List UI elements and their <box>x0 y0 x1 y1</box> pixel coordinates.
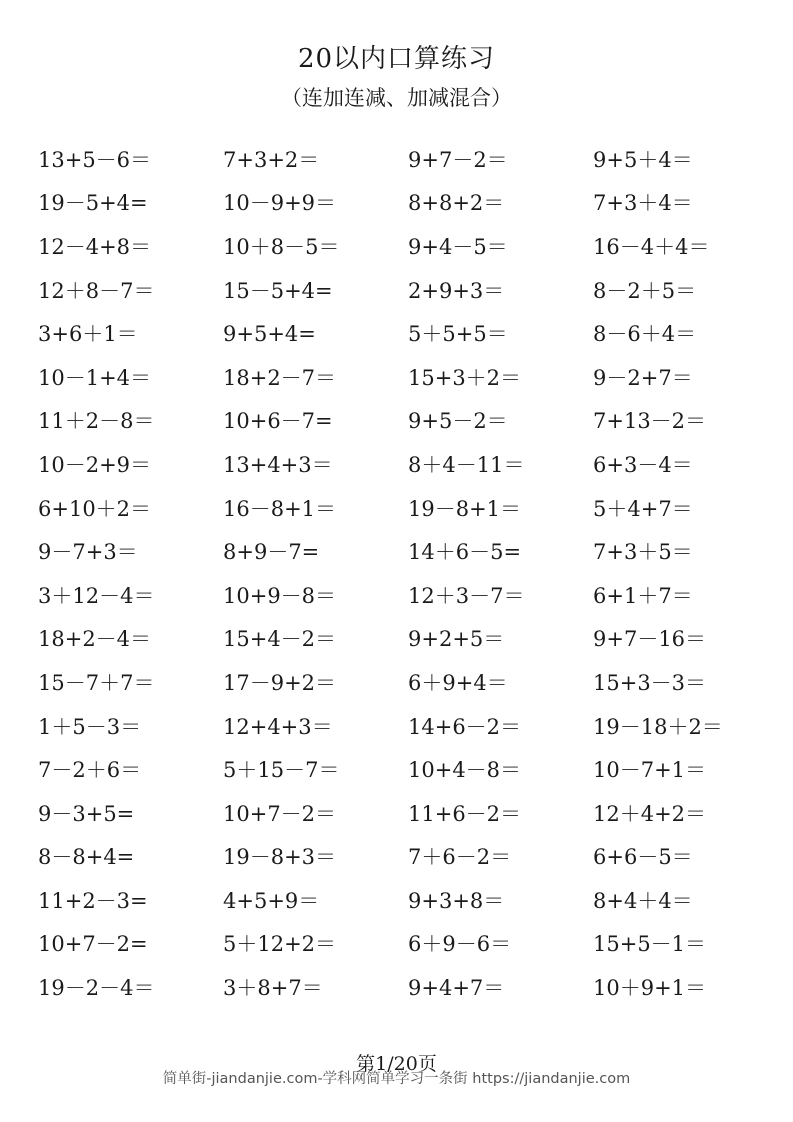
page-title: 20以内口算练习 <box>297 44 496 74</box>
problem-item: 18+2－7＝ <box>223 365 337 390</box>
problem-item: 11+6－2＝ <box>408 801 522 826</box>
problem-item: 15+5－1＝ <box>593 932 707 957</box>
problem-item: 9+3+8＝ <box>408 888 505 913</box>
problem-item: 1＋5－3＝ <box>38 714 142 739</box>
problem-item: 6＋9+4＝ <box>408 670 508 695</box>
problem-item: 10－2+9＝ <box>38 452 152 477</box>
problem-item: 9+5＋4＝ <box>593 147 693 172</box>
problem-item: 6+3－4＝ <box>593 452 693 477</box>
problem-item: 8+4＋4＝ <box>593 888 693 913</box>
problem-item: 12+4+3＝ <box>223 714 333 739</box>
problem-item: 6+6－5＝ <box>593 845 693 870</box>
problem-item: 5＋4+7＝ <box>593 496 693 521</box>
problem-item: 10+9－8＝ <box>223 583 337 608</box>
problem-row <box>38 182 778 226</box>
problem-item: 9+4+7＝ <box>408 976 505 1001</box>
problem-item: 9－7+3＝ <box>38 540 138 565</box>
problem-item: 7+13－2＝ <box>593 409 707 434</box>
problem-item: 7－2＋6＝ <box>38 758 142 783</box>
problem-item: 8－2＋5＝ <box>593 278 697 303</box>
problem-item: 9+7－16＝ <box>593 627 707 652</box>
problem-item: 6+10＋2＝ <box>38 496 152 521</box>
problem-item: 9－2+7＝ <box>593 365 693 390</box>
problem-row <box>38 269 778 313</box>
problem-item: 9+4－5＝ <box>408 234 508 259</box>
problem-item: 3+6＋1＝ <box>38 322 138 347</box>
problem-item: 16－4＋4＝ <box>593 234 710 259</box>
problem-item: 19－2－4＝ <box>38 976 155 1001</box>
problem-item: 10－7+1＝ <box>593 758 707 783</box>
problem-row <box>38 225 778 269</box>
page-subtitle: （连加连减、加减混合） <box>281 86 512 110</box>
problem-row <box>38 487 778 531</box>
problem-item: 15+3－3＝ <box>593 670 707 695</box>
problem-item: 10+6－7= <box>223 409 333 434</box>
problem-row <box>38 618 778 662</box>
problem-row <box>38 530 778 574</box>
problem-item: 5＋12+2＝ <box>223 932 337 957</box>
problem-item: 19－8+1＝ <box>408 496 522 521</box>
problem-item: 13+4+3＝ <box>223 452 333 477</box>
problem-item: 11+2－3= <box>38 888 148 913</box>
problem-item: 9+2+5＝ <box>408 627 505 652</box>
problem-item: 19－18＋2＝ <box>593 714 723 739</box>
problem-row <box>38 312 778 356</box>
problem-item: 10+7－2= <box>38 932 148 957</box>
problem-row <box>38 879 778 923</box>
problem-row <box>38 443 778 487</box>
problem-item: 12＋3－7＝ <box>408 583 525 608</box>
problem-item: 4+5+9＝ <box>223 888 320 913</box>
problem-item: 9+5－2＝ <box>408 409 508 434</box>
problem-item: 15+4－2＝ <box>223 627 337 652</box>
problem-item: 11＋2－8＝ <box>38 409 155 434</box>
problem-row <box>38 400 778 444</box>
problem-row <box>38 966 778 1010</box>
problem-item: 8+8+2＝ <box>408 191 505 216</box>
problem-item: 8－6＋4＝ <box>593 322 697 347</box>
problem-item: 6+1＋7＝ <box>593 583 693 608</box>
problem-item: 10＋9+1＝ <box>593 976 707 1001</box>
problem-item: 9+5+4= <box>223 322 316 347</box>
problem-item: 17－9+2＝ <box>223 670 337 695</box>
problem-item: 10－1+4＝ <box>38 365 152 390</box>
problem-item: 7+3+2＝ <box>223 147 320 172</box>
problem-item: 7+3＋4＝ <box>593 191 693 216</box>
problem-item: 5＋5+5＝ <box>408 322 508 347</box>
problem-item: 12＋4+2＝ <box>593 801 707 826</box>
problem-item: 10+7－2＝ <box>223 801 337 826</box>
problem-item: 9－3+5= <box>38 801 135 826</box>
problem-item: 7+3＋5＝ <box>593 540 693 565</box>
problem-row <box>38 138 778 182</box>
problem-row <box>38 923 778 967</box>
problem-grid <box>38 138 778 1010</box>
problem-item: 12－4+8＝ <box>38 234 152 259</box>
problem-item: 3＋8+7＝ <box>223 976 323 1001</box>
problem-item: 10+4－8＝ <box>408 758 522 783</box>
problem-item: 15－5+4= <box>223 278 333 303</box>
problem-item: 8+9－7= <box>223 540 320 565</box>
problem-row <box>38 836 778 880</box>
problem-item: 16－8+1＝ <box>223 496 337 521</box>
problem-item: 19－5+4= <box>38 191 148 216</box>
problem-item: 10＋8－5＝ <box>223 234 340 259</box>
watermark-text: 简单街-jiandanjie.com-学科网简单学习一条街 https://jiandanjie.com <box>162 1071 631 1087</box>
problem-item: 19－8+3＝ <box>223 845 337 870</box>
problem-item: 2+9+3＝ <box>408 278 505 303</box>
problem-item: 7＋6－2＝ <box>408 845 512 870</box>
problem-item: 12＋8－7＝ <box>38 278 155 303</box>
problem-item: 14＋6－5= <box>408 540 522 565</box>
problem-item: 13+5－6＝ <box>38 147 152 172</box>
problem-item: 6＋9－6＝ <box>408 932 512 957</box>
problem-item: 3＋12－4＝ <box>38 583 155 608</box>
problem-item: 15－7＋7＝ <box>38 670 155 695</box>
problem-item: 9+7－2＝ <box>408 147 508 172</box>
problem-row <box>38 705 778 749</box>
problem-item: 10－9+9＝ <box>223 191 337 216</box>
problem-item: 14+6－2＝ <box>408 714 522 739</box>
problem-row <box>38 661 778 705</box>
problem-item: 8＋4－11＝ <box>408 452 525 477</box>
problem-row <box>38 792 778 836</box>
problem-item: 5＋15－7＝ <box>223 758 340 783</box>
problem-row <box>38 574 778 618</box>
problem-row <box>38 356 778 400</box>
problem-item: 15+3＋2＝ <box>408 365 522 390</box>
page-number: 第1/20页 <box>356 1053 437 1075</box>
problem-row <box>38 748 778 792</box>
problem-item: 8－8+4= <box>38 845 135 870</box>
problem-item: 18+2－4＝ <box>38 627 152 652</box>
